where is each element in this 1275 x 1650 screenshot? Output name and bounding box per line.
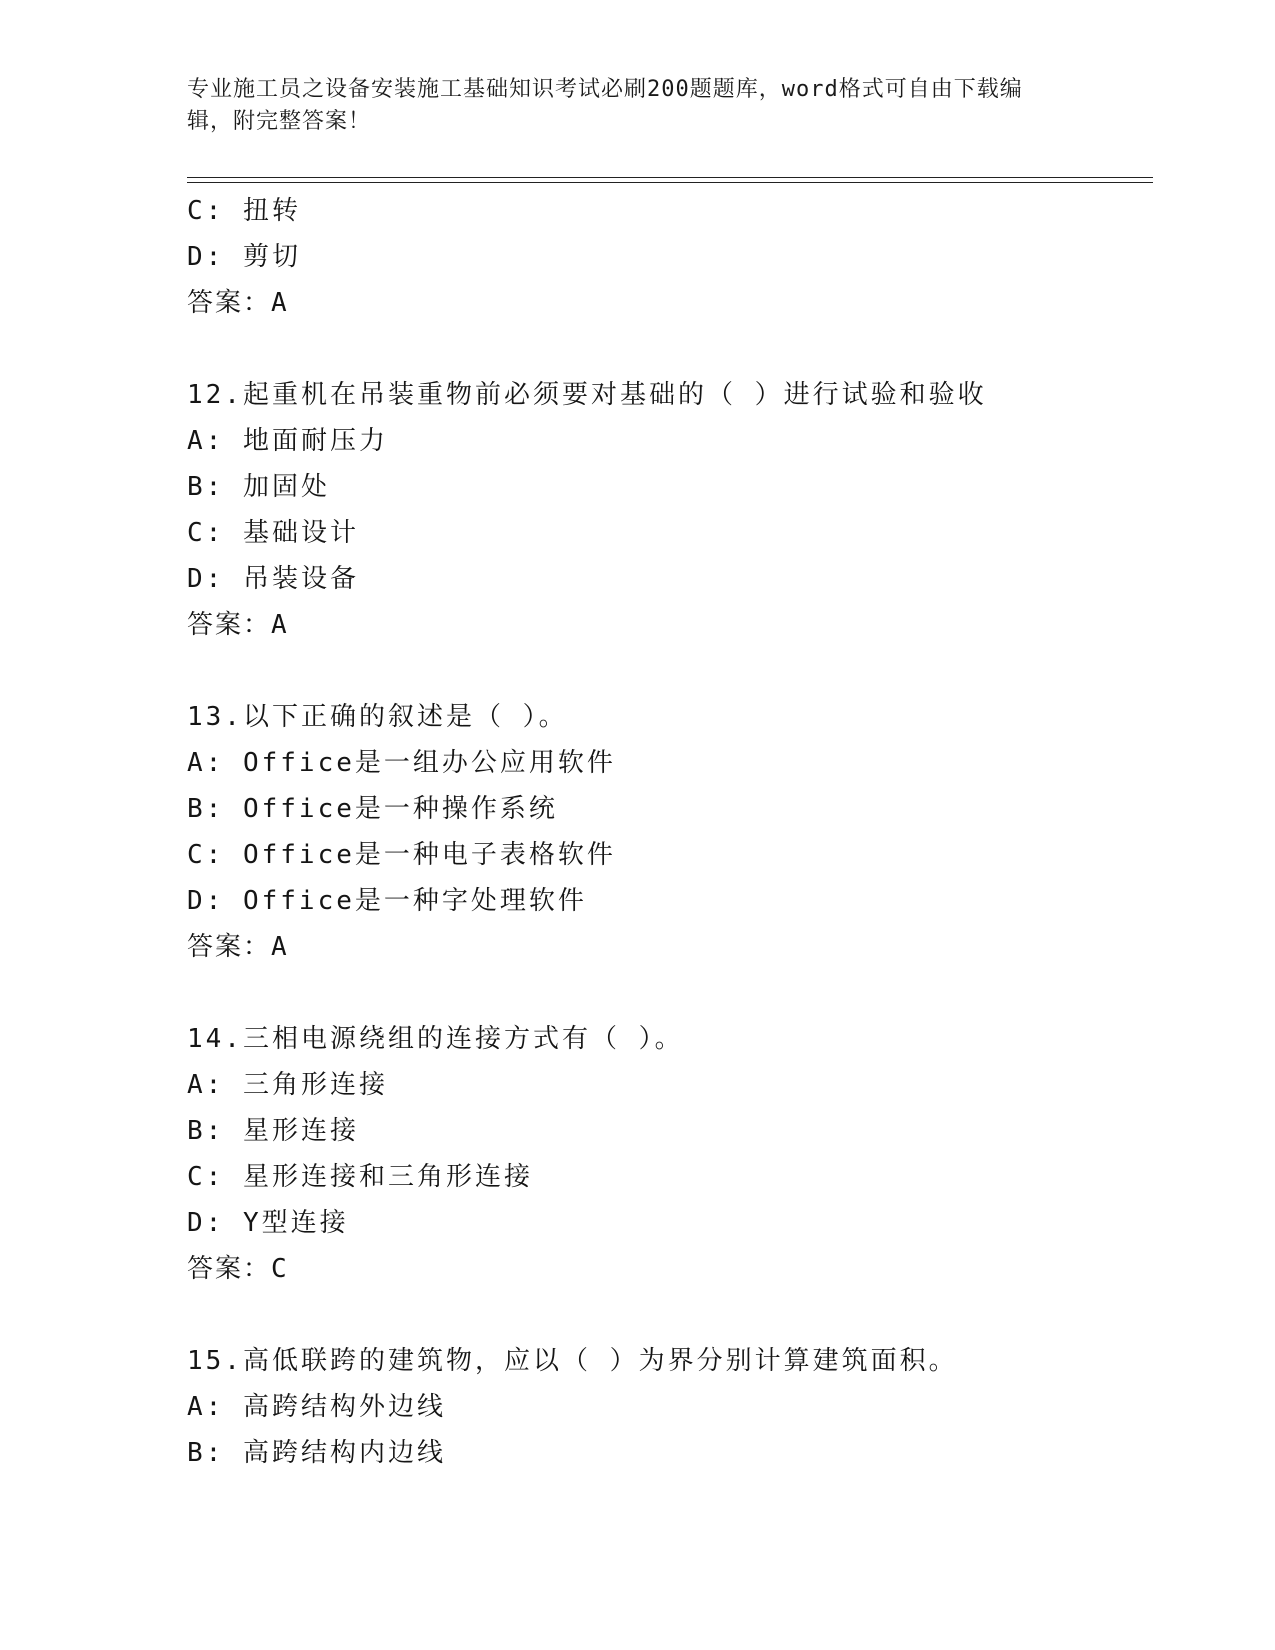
q12-answer: 答案：A [187,610,289,640]
document-header-title: 专业施工员之设备安装施工基础知识考试必刷200题题库，word格式可自由下载编辑，附完整答案！ [187,77,1023,134]
q14-answer: 答案：C [187,1254,289,1284]
answer-line: 答案：A [187,288,289,318]
question-14: 14.三相电源绕组的连接方式有（ ）。 [187,1024,684,1054]
document-body [187,188,1147,1476]
question-15: 15.高低联跨的建筑物，应以（ ）为界分别计算建筑面积。 [187,1346,958,1376]
q14-option-d: D: Y型连接 [187,1208,349,1238]
spacer [187,970,1147,1016]
q12-option-d: D: 吊装设备 [187,564,359,594]
q13-option-a: A: Office是一组办公应用软件 [187,748,616,778]
q14-option-b: B: 星形连接 [187,1116,359,1146]
spacer [187,648,1147,694]
spacer [187,326,1147,372]
q13-option-c: C: Office是一种电子表格软件 [187,840,616,870]
header-divider-top [187,177,1153,178]
q15-option-a: A: 高跨结构外边线 [187,1392,446,1422]
option-d-line: D: 剪切 [187,242,301,272]
q13-option-d: D: Office是一种字处理软件 [187,886,587,916]
q14-option-c: C: 星形连接和三角形连接 [187,1162,533,1192]
q13-option-b: B: Office是一种操作系统 [187,794,558,824]
q12-option-b: B: 加固处 [187,472,330,502]
q12-option-a: A: 地面耐压力 [187,426,388,456]
q15-option-b: B: 高跨结构内边线 [187,1438,446,1468]
option-c-line: C: 扭转 [187,196,301,226]
q14-option-a: A: 三角形连接 [187,1070,388,1100]
q13-answer: 答案：A [187,932,289,962]
header-divider-bottom [187,182,1153,183]
spacer [187,1292,1147,1338]
question-13: 13.以下正确的叙述是（ ）。 [187,702,568,732]
q12-option-c: C: 基础设计 [187,518,359,548]
question-12: 12.起重机在吊装重物前必须要对基础的（ ）进行试验和验收 [187,380,987,410]
